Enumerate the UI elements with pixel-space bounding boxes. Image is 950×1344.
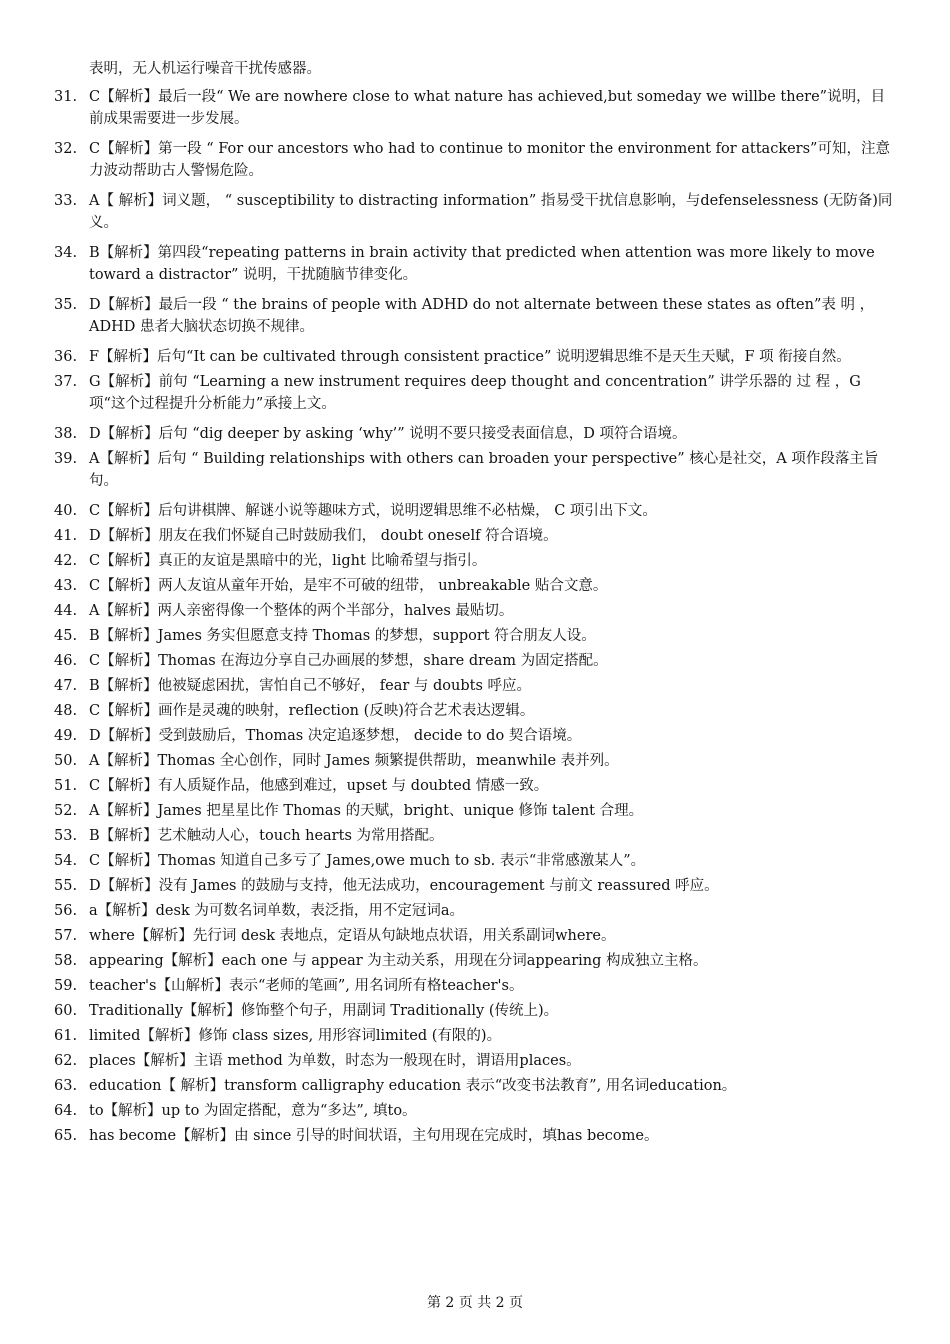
answer-explanation: where【解析】先行词 desk 表地点，定语从句缺地点状语，用关系副词where。 (89, 928, 616, 944)
answer-explanation: to【解析】up to 为固定搭配，意为“多达”, 填to。 (89, 1103, 417, 1119)
answer-explanation: A【解析】James 把星星比作 Thomas 的天赋，bright、unique 修饰 talent 合理。 (89, 803, 644, 819)
answer-number: 43. (54, 578, 78, 594)
answer-number: 42. (54, 553, 78, 569)
answer-item (54, 775, 894, 797)
answer-number: 33. (54, 193, 78, 209)
answer-number: 57. (54, 928, 78, 944)
answer-number: 48. (54, 703, 78, 719)
answer-number: 31. (54, 89, 78, 105)
answer-item (54, 190, 894, 234)
answer-list (54, 86, 894, 1150)
answer-number: 46. (54, 653, 78, 669)
answer-explanation: C【解析】画作是灵魂的映射，reflection (反映)符合艺术表达逻辑。 (89, 703, 535, 719)
answer-item (54, 138, 894, 182)
answer-number: 35. (54, 297, 78, 313)
answer-number: 56. (54, 903, 78, 919)
answer-number: 36. (54, 349, 78, 365)
answer-explanation: D【解析】没有 James 的鼓励与支持，他无法成功，encouragement 与前文 reassured 呼应。 (89, 878, 719, 894)
answer-explanation: A【解析】Thomas 全心创作，同时 James 频繁提供帮助，meanwhile 表并列。 (89, 753, 619, 769)
answer-explanation: A【解析】后句 “ Building relationships with others can broaden your perspective” 核心是社交，A 项作段落主旨句。 (89, 451, 879, 489)
answer-explanation: appearing【解析】each one 与 appear 为主动关系，用现在分词appearing 构成独立主格。 (89, 953, 708, 969)
answer-explanation: C【解析】真正的友谊是黑暗中的光，light 比喻希望与指引。 (89, 553, 487, 569)
answer-number: 38. (54, 426, 78, 442)
answer-number: 52. (54, 803, 78, 819)
answer-explanation: education【 解析】transform calligraphy education 表示“改变书法教育”, 用名词education。 (89, 1078, 737, 1094)
answer-item (54, 550, 894, 572)
answer-number: 63. (54, 1078, 78, 1094)
continued-answer-text: 表明，无人机运行噪音干扰传感器。 (89, 61, 321, 77)
answer-item (54, 371, 894, 415)
answer-item (54, 975, 894, 997)
answer-item (54, 1100, 894, 1122)
answer-explanation: C【解析】第一段 “ For our ancestors who had to continue to monitor the environment for attackers”可知，注意力波动帮助古人警惕危险。 (89, 141, 890, 179)
answer-item (54, 900, 894, 922)
answer-number: 39. (54, 451, 78, 467)
answer-item (54, 1125, 894, 1147)
answer-explanation: places【解析】主语 method 为单数，时态为一般现在时，谓语用places。 (89, 1053, 581, 1069)
answer-number: 58. (54, 953, 78, 969)
answer-number: 37. (54, 374, 78, 390)
answer-explanation: a【解析】desk 为可数名词单数，表泛指，用不定冠词a。 (89, 903, 464, 919)
answer-number: 62. (54, 1053, 78, 1069)
answer-explanation: A【 解析】词义题， “ susceptibility to distracting information” 指易受干扰信息影响，与defenselessness (无防备)同义。 (89, 193, 893, 231)
answer-number: 50. (54, 753, 78, 769)
answer-item (54, 1000, 894, 1022)
answer-number: 44. (54, 603, 78, 619)
answer-item (54, 875, 894, 897)
answer-explanation: C【解析】Thomas 知道自己多亏了 James,owe much to sb. 表示“非常感激某人”。 (89, 853, 646, 869)
answer-number: 59. (54, 978, 78, 994)
answer-number: 64. (54, 1103, 78, 1119)
answer-number: 41. (54, 528, 78, 544)
answer-number: 34. (54, 245, 78, 261)
answer-item (54, 1025, 894, 1047)
answer-item (54, 625, 894, 647)
answer-explanation: has become【解析】由 since 引导的时间状语，主句用现在完成时，填has become。 (89, 1128, 659, 1144)
answer-explanation: teacher's【山解析】表示“老师的笔画”, 用名词所有格teacher's。 (89, 978, 524, 994)
answer-explanation: limited【解析】修饰 class sizes, 用形容词limited (有限的)。 (89, 1028, 502, 1044)
answer-explanation: D【解析】受到鼓励后，Thomas 决定追逐梦想， decide to do 契合语境。 (89, 728, 582, 744)
answer-item (54, 650, 894, 672)
answer-number: 32. (54, 141, 78, 157)
answer-item (54, 725, 894, 747)
answer-explanation: C【解析】两人友谊从童年开始，是牢不可破的纽带， unbreakable 贴合文意。 (89, 578, 608, 594)
answer-item (54, 925, 894, 947)
answer-explanation: B【解析】他被疑虑困扰，害怕自己不够好， fear 与 doubts 呼应。 (89, 678, 532, 694)
answer-explanation: D【解析】最后一段 “ the brains of people with ADHD do not alternate between these states as often”表 明 ， ADHD 患者大脑状态切换不规律。 (89, 297, 875, 335)
answer-explanation: C【解析】最后一段“ We are nowhere close to what nature has achieved,but someday we willbe there”说明，目前成果需要进一步发展。 (89, 89, 886, 127)
answer-number: 61. (54, 1028, 78, 1044)
answer-item (54, 700, 894, 722)
answer-item (54, 294, 894, 338)
answer-explanation: B【解析】James 务实但愿意支持 Thomas 的梦想，support 符合朋友人设。 (89, 628, 596, 644)
answer-item (54, 675, 894, 697)
answer-explanation: F【解析】后句“It can be cultivated through consistent practice” 说明逻辑思维不是天生天赋，F 项 衔接自然。 (89, 349, 851, 365)
answer-item (54, 950, 894, 972)
answer-item (54, 825, 894, 847)
answer-number: 55. (54, 878, 78, 894)
answer-item (54, 600, 894, 622)
answer-item (54, 750, 894, 772)
answer-number: 60. (54, 1003, 78, 1019)
answer-item (54, 800, 894, 822)
answer-item (54, 346, 894, 368)
answer-item (54, 850, 894, 872)
answer-number: 40. (54, 503, 78, 519)
answer-number: 49. (54, 728, 78, 744)
answer-item (54, 500, 894, 522)
answer-item (54, 242, 894, 286)
answer-item (54, 525, 894, 547)
answer-item (54, 1050, 894, 1072)
page-footer: 第 2 页 共 2 页 (426, 1295, 524, 1311)
answer-item (54, 575, 894, 597)
answer-explanation: A【解析】两人亲密得像一个整体的两个半部分，halves 最贴切。 (89, 603, 514, 619)
answer-explanation: C【解析】Thomas 在海边分享自己办画展的梦想，share dream 为固定搭配。 (89, 653, 608, 669)
answer-explanation: D【解析】后句 “dig deeper by asking ‘why’” 说明不要只接受表面信息，D 项符合语境。 (89, 426, 687, 442)
answer-explanation: C【解析】后句讲棋牌、解谜小说等趣味方式，说明逻辑思维不必枯燥， C 项引出下文。 (89, 503, 657, 519)
answer-number: 54. (54, 853, 78, 869)
answer-number: 45. (54, 628, 78, 644)
answer-explanation: B【解析】艺术触动人心，touch hearts 为常用搭配。 (89, 828, 444, 844)
answer-number: 53. (54, 828, 78, 844)
answer-item (54, 1075, 894, 1097)
answer-explanation: G【解析】前句 “Learning a new instrument requires deep thought and concentration” 讲学乐器的 过 程 ，G 项“这个过程提升分析能力”承接上文。 (89, 374, 861, 412)
answer-number: 51. (54, 778, 78, 794)
answer-item (54, 86, 894, 130)
answer-explanation: B【解析】第四段“repeating patterns in brain activity that predicted when attention was more likely to move toward a distractor” 说明，干扰随脑节律变化。 (89, 245, 875, 283)
answer-explanation: Traditionally【解析】修饰整个句子，用副词 Traditionally (传统上)。 (89, 1003, 559, 1019)
answer-explanation: C【解析】有人质疑作品，他感到难过，upset 与 doubted 情感一致。 (89, 778, 549, 794)
answer-explanation: D【解析】朋友在我们怀疑自己时鼓励我们， doubt oneself 符合语境。 (89, 528, 558, 544)
answer-number: 65. (54, 1128, 78, 1144)
answer-number: 47. (54, 678, 78, 694)
answer-item (54, 423, 894, 445)
answer-item (54, 448, 894, 492)
